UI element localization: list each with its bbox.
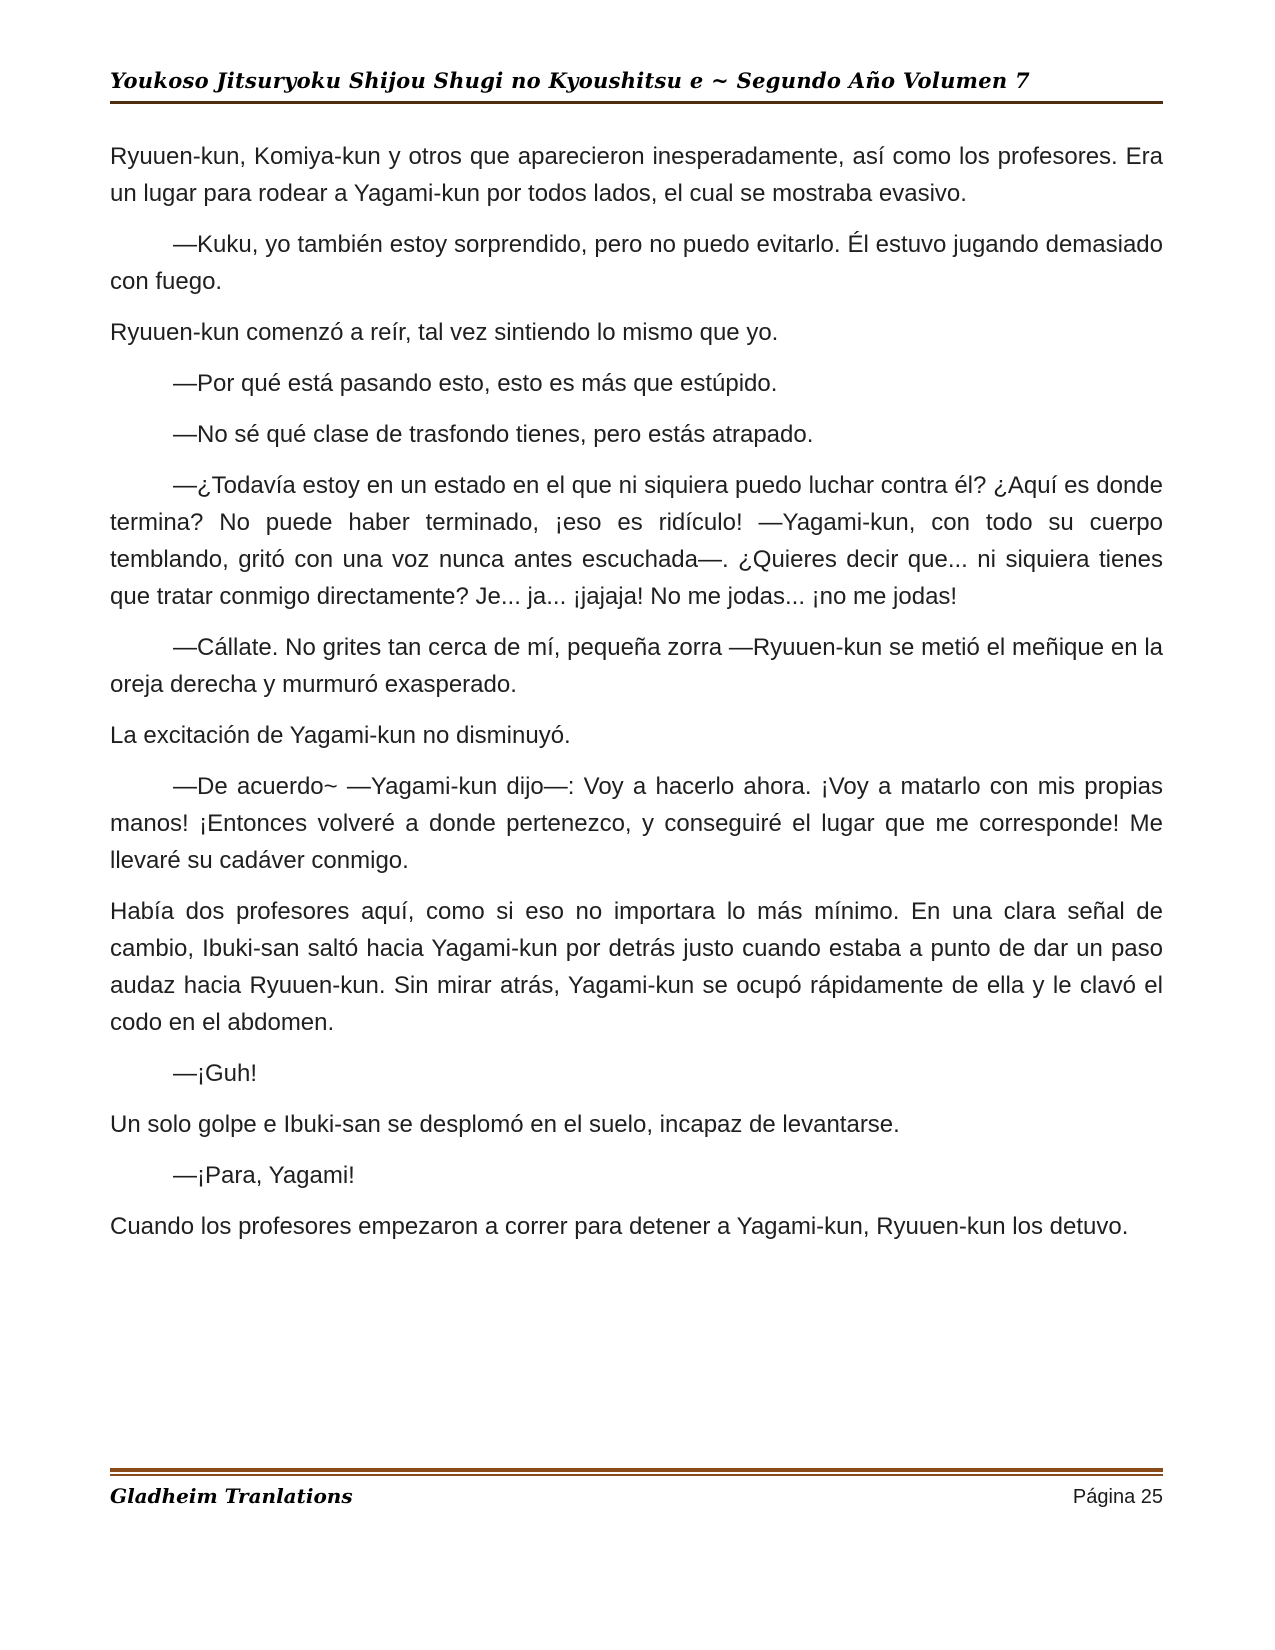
footer-row (110, 1484, 1163, 1509)
footer-translator: Gladheim Tranlations (110, 1484, 353, 1508)
page-body (110, 138, 1163, 1259)
paragraph-dialogue: —De acuerdo~ —Yagami-kun dijo—: Voy a hacerlo ahora. ¡Voy a matarlo con mis propias manos! ¡Entonces volveré a donde pertenezco, y conseguiré el lugar que me corresponde! Me llevaré su cadáver conmigo. (110, 773, 1163, 874)
page-footer (110, 1468, 1163, 1509)
paragraph: Cuando los profesores empezaron a correr para detener a Yagami-kun, Ryuuen-kun los detuvo. (110, 1213, 1129, 1240)
paragraph-dialogue: —No sé qué clase de trasfondo tienes, pero estás atrapado. (173, 421, 814, 448)
paragraph: Ryuuen-kun, Komiya-kun y otros que aparecieron inesperadamente, así como los profesores. Era un lugar para rodear a Yagami-kun por todos lados, el cual se mostraba evasivo. (110, 143, 1163, 207)
paragraph-dialogue: —¡Para, Yagami! (173, 1162, 355, 1189)
paragraph-dialogue: —¿Todavía estoy en un estado en el que ni siquiera puedo luchar contra él? ¿Aquí es donde termina? No puede haber terminado, ¡eso es ridículo! —Yagami-kun, con todo su cuerpo temblando, gritó con una voz nunca antes escuchada—. ¿Quieres decir que... ni siquiera tienes que tratar conmigo directamente? Je... ja... ¡jajaja! No me jodas... ¡no me jodas! (110, 472, 1163, 610)
footer-rule-thin (110, 1474, 1163, 1476)
page-header (110, 68, 1163, 104)
paragraph: La excitación de Yagami-kun no disminuyó. (110, 722, 571, 749)
footer-rule-thick (110, 1468, 1163, 1472)
paragraph-dialogue: —¡Guh! (173, 1060, 258, 1087)
header-rule (110, 101, 1163, 104)
paragraph: Un solo golpe e Ibuki-san se desplomó en el suelo, incapaz de levantarse. (110, 1111, 900, 1138)
paragraph-dialogue: —Kuku, yo también estoy sorprendido, pero no puedo evitarlo. Él estuvo jugando demasiado con fuego. (110, 231, 1163, 295)
footer-page-number: Página 25 (1072, 1486, 1163, 1508)
paragraph-dialogue: —Por qué está pasando esto, esto es más que estúpido. (173, 370, 778, 397)
header-title: Youkoso Jitsuryoku Shijou Shugi no Kyoushitsu e ~ Segundo Año Volumen 7 (110, 68, 1030, 93)
paragraph-dialogue: —Cállate. No grites tan cerca de mí, pequeña zorra —Ryuuen-kun se metió el meñique en la oreja derecha y murmuró exasperado. (110, 634, 1163, 698)
paragraph: Ryuuen-kun comenzó a reír, tal vez sintiendo lo mismo que yo. (110, 319, 779, 346)
paragraph: Había dos profesores aquí, como si eso no importara lo más mínimo. En una clara señal de cambio, Ibuki-san saltó hacia Yagami-kun por detrás justo cuando estaba a punto de dar un paso audaz hacia Ryuuen-kun. Sin mirar atrás, Yagami-kun se ocupó rápidamente de ella y le clavó el codo en el abdomen. (110, 898, 1163, 1036)
